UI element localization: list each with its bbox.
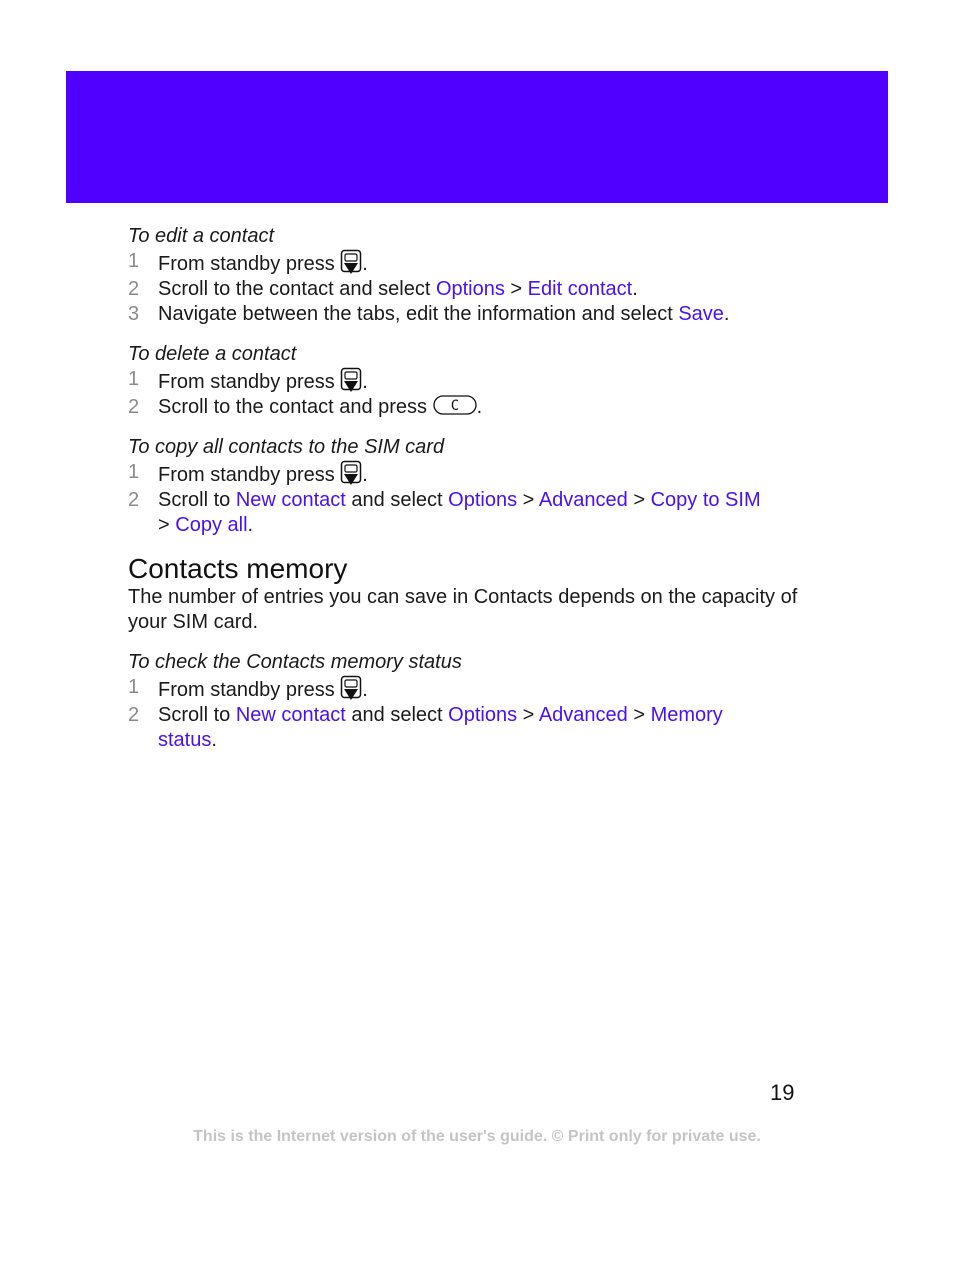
page-content <box>128 224 828 768</box>
step-number: 2 <box>128 396 140 418</box>
separator: > <box>158 514 176 536</box>
step-text: . <box>362 464 368 486</box>
navigation-down-key-icon <box>340 249 362 275</box>
separator: > <box>504 278 528 300</box>
step-number: 1 <box>128 368 140 390</box>
step-end: . <box>211 729 217 751</box>
step <box>128 277 828 302</box>
step <box>128 395 828 420</box>
step-number: 2 <box>128 489 140 511</box>
footer-notice: This is the Internet version of the user's guide. © Print only for private use. <box>193 1128 761 1145</box>
step <box>128 367 828 395</box>
steps-delete <box>128 367 828 420</box>
procedure-title-memory: To check the Contacts memory status <box>128 651 462 673</box>
menu-term-options: Options <box>448 489 518 511</box>
step-end: . <box>723 303 730 325</box>
step-end: . <box>632 278 638 300</box>
steps-copy <box>128 460 828 538</box>
step-number: 1 <box>128 676 140 698</box>
c-key-icon <box>433 395 477 415</box>
menu-term-edit-contact: Edit contact <box>527 278 633 300</box>
menu-term-copy-to-sim: Copy to SIM <box>650 489 761 511</box>
menu-term-new-contact: New contact <box>235 489 346 511</box>
step-number: 1 <box>128 250 140 272</box>
section-heading-contacts-memory: Contacts memory <box>128 553 348 584</box>
step-end: . <box>247 514 254 536</box>
menu-term-advanced: Advanced <box>538 489 628 511</box>
step-text: . <box>362 679 368 701</box>
step-number: 1 <box>128 461 140 483</box>
steps-edit <box>128 249 828 327</box>
navigation-down-key-icon <box>340 460 362 486</box>
step-text: From standby press <box>158 371 341 393</box>
menu-term-new-contact: New contact <box>235 704 346 726</box>
procedure-title-copy: To copy all contacts to the SIM card <box>128 436 445 458</box>
step <box>128 488 828 538</box>
step-number: 2 <box>128 704 140 726</box>
step <box>128 703 828 753</box>
menu-term-options: Options <box>435 278 505 300</box>
menu-term-options: Options <box>448 704 518 726</box>
menu-term-advanced: Advanced <box>538 704 628 726</box>
step <box>128 460 828 488</box>
page-number: 19 <box>770 1080 795 1105</box>
body-paragraph: The number of entries you can save in Contacts depends on the capacity of your SIM card. <box>128 586 798 633</box>
step-text: From standby press <box>158 679 341 701</box>
step-text: Scroll to the contact and select <box>158 278 436 300</box>
step-number: 3 <box>128 303 140 325</box>
separator: > <box>627 704 651 726</box>
menu-term-status: status <box>158 729 212 751</box>
c-key-label: C <box>450 398 459 414</box>
procedure-title-edit: To edit a contact <box>128 225 275 247</box>
menu-term-memory: Memory <box>650 704 723 726</box>
step <box>128 302 828 327</box>
separator: > <box>517 489 539 511</box>
menu-term-copy-all: Copy all <box>175 514 248 536</box>
navigation-down-key-icon <box>340 675 362 701</box>
separator: > <box>627 489 651 511</box>
steps-memory <box>128 675 828 753</box>
navigation-down-key-icon <box>340 367 362 393</box>
step <box>128 249 828 277</box>
menu-term-save: Save <box>678 303 724 325</box>
step <box>128 675 828 703</box>
step-text: and select <box>345 489 449 511</box>
header-band <box>66 71 888 203</box>
step-text: Scroll to <box>158 489 236 511</box>
step-text: . <box>362 253 368 275</box>
step-text: From standby press <box>158 253 341 275</box>
step-number: 2 <box>128 278 140 300</box>
step-text: Scroll to the contact and press <box>158 396 433 418</box>
step-text: Navigate between the tabs, edit the information and select <box>158 303 679 325</box>
step-text: and select <box>345 704 449 726</box>
step-text: Scroll to <box>158 704 236 726</box>
separator: > <box>517 704 539 726</box>
procedure-title-delete: To delete a contact <box>128 343 297 365</box>
step-text: . <box>362 371 368 393</box>
step-text: . <box>476 396 483 418</box>
step-text: From standby press <box>158 464 341 486</box>
